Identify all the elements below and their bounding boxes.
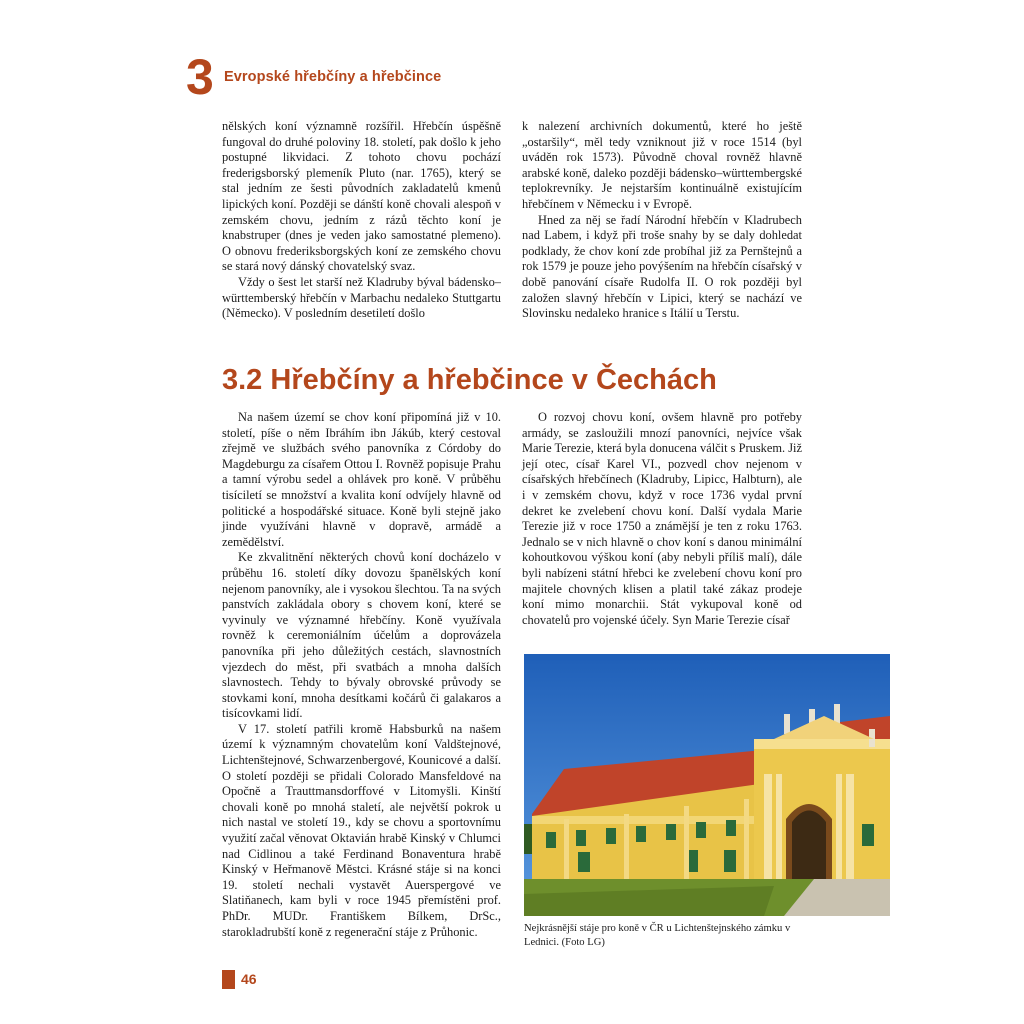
chapter-number: 3	[186, 49, 214, 105]
paragraph: O rozvoj chovu koní, ovšem hlavně pro potřeby armády, se zasloužili mnozí panovníci, nejvíce však Marie Terezie, která byla donucena válčit s Pruskem. Již její otec, císař Karel VI., pozvedl chov nejenom v císařských hřebčínech (Kladruby, Lipicc, Halbturn), ale i v zemském chovu, když v roce 1736 vydal první dekret ke zvelebení chovu koní. Další vydala Marie Terezie již v roce 1750 a známější je ten z roku 1763. Jednalo se v nich hlavně o chov koní s danou minimální kohoutkovou výškou koní (aby nebyli příliš malí), dále byli nabízeni státní hřebci ke zvelebení chovu koní pro majitele chovných klisen a platil také zákaz prodeje koní mimo monarchii. Stát vykupoval koně od chovatelů pro vojenské účely. Syn Marie Terezie císař	[522, 410, 802, 627]
main-left-column	[222, 410, 501, 940]
paragraph: nělských koní významně rozšířil. Hřebčín úspěšně fungoval do druhé poloviny 18. století, pak došlo k jeho postupné likvidaci. Z tohoto chovu pochází frederigsborský plemeník Pluto (nar. 1765), který se stal jedním ze šesti původních zakladatelů kmenů lipických koní. Později se dánští koně chovali alespoň v zemském chovu, jedním z rázů těchto koní je knabstruper (dnes je veden jako samostatné plemeno). O obnovu frederiksborgských koní ze zemského chovu se stará nový dánský chovatelský svaz.	[222, 119, 501, 274]
page-marker	[222, 970, 235, 989]
main-right-column	[522, 410, 802, 628]
stable-photo	[524, 654, 890, 916]
section-heading: 3.2 Hřebčíny a hřebčince v Čechách	[222, 364, 717, 396]
paragraph: V 17. století patřili kromě Habsburků na našem území k významným chovatelům koní Valdštejnové, Lichtenštejnové, Schwarzenbergové, Kounicové a další. O století později se přidali Colorado Mansfeldové na Opočně a Trauttmansdorffové v Litomyšli. Kinští chovali koně po mnohá staletí, ale největší pokrok u nich nastal ve století 19., kdy se chovu a sportovnímu využití začal věnovat Oktavián hrabě Kinský v Chlumci nad Cidlinou a také Ferdinand Bonaventura hrabě Kinský v Heřmanově Městci. Krásné stáje si na konci 19. století nechali vystavět Auerspergové ve Slatiňanech, kam byli v roce 1945 přemístěni prof. PhDr. MUDr. Františkem Bílkem, DrSc., starokladrubští koně z regenerační stáje z Průhonic.	[222, 721, 501, 939]
chapter-title: Evropské hřebčíny a hřebčince	[224, 69, 442, 85]
paragraph: Na našem území se chov koní připomíná již v 10. století, píše o něm Ibráhím ibn Jákúb, který cestoval zřejmě ve službách svého panovníka z Córdoby do Magdeburgu za císařem Ottou I. Rovněž popisuje Prahu a tamní výrobu sedel a ohlávek pro koně. V průběhu tisíciletí se množství a kvalita koní odvíjely hlavně od politické a hospodářské situace. Koně byli stejně jako jinde využíváni hlavně v dopravě, armádě a zemědělství.	[222, 410, 501, 549]
paragraph: Ke zkvalitnění některých chovů koní docházelo v průběhu 16. století díky dovozu španělských koní nejenom panovníky, ale i vysokou šlechtou. Ta na svých panstvích zakládala obory s chovem koní, které se vyvinuly ve významné hřebčíny. Koně využívala rovněž k ceremoniálním účelům a doprovázela panovníka při jeho důležitých cestách, slavnostních vjezdech do měst, při svatbách a mnoha dalších slavnostech. Tehdy to bývaly obrovské průvody se stovkami koní, mnoha desítkami kočárů či galakaros a tisícovkami lidí.	[222, 550, 501, 721]
page-number: 46	[241, 971, 257, 987]
top-left-column	[222, 119, 501, 343]
photo-caption: Nejkrásnější stáje pro koně v ČR u Lichtenštejnského zámku v Lednici. (Foto LG)	[524, 923, 791, 948]
paragraph: Hned za něj se řadí Národní hřebčín v Kladrubech nad Labem, i když při troše snahy by se daly dohledat podklady, že chov koní zde probíhal již za Pernštejnů a rok 1579 je pouze jeho povýšením na hřebčín císařský v době panování císaře Rudolfa II. O rok později byl založen slavný hřebčín v Lipici, který se nachází ve Slovinsku nedaleko hranice s Itálií u Terstu.	[522, 212, 802, 321]
paragraph: Vždy o šest let starší než Kladruby býval bádensko–württemberský hřebčín v Marbachu nedaleko Stuttgartu (Německo). V posledním desetiletí došlo	[222, 274, 501, 321]
paragraph: k nalezení archivních dokumentů, které ho ještě „ostaršily“, měl tedy vzniknout již v roce 1514 (byl uváděn rok 1573). Původně choval rovněž hlavně arabské koně, daleko později bádensko–württembergské teplokrevníky. Je nejstarším kontinuálně existujícím hřebčínem v Německu i v Evropě.	[522, 119, 802, 211]
top-right-column	[522, 119, 802, 322]
